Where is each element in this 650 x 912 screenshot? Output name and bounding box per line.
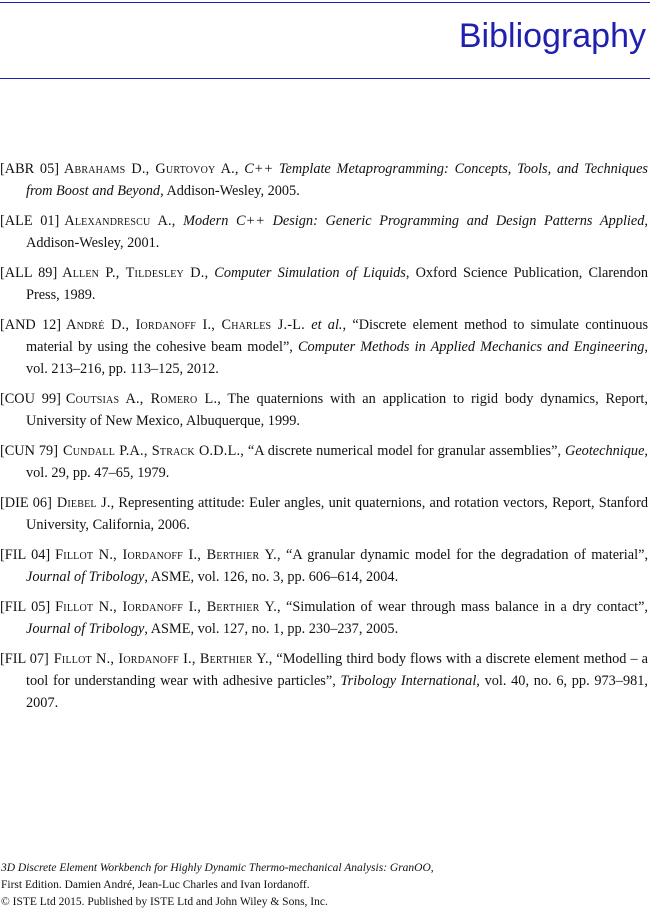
bib-article-title: Representing attitude: Euler angles, unit quaternions, and rotation vectors, Report, Stanford University, California, 2006. xyxy=(26,495,648,533)
bib-entry xyxy=(0,262,648,306)
bib-authors: Alexandrescu A. xyxy=(64,213,172,229)
bib-authors: , xyxy=(276,547,286,563)
bib-publication-details: , vol. 29, pp. 47–65, 1979. xyxy=(26,443,648,481)
bib-authors: Cundall P.A., Strack O.D.L. xyxy=(62,443,241,459)
copyright-footer xyxy=(1,860,434,911)
bib-label: [CUN 79] xyxy=(0,443,58,459)
bib-publication-details: , vol. 40, no. 6, pp. 973–981, 2007. xyxy=(26,673,648,711)
bib-label: [FIL 07] xyxy=(0,651,49,667)
bib-label: [ALL 89] xyxy=(0,265,58,281)
header-bottom-rule xyxy=(0,78,650,79)
bib-article-title: “Simulation of wear through mass balance in a dry contact”, xyxy=(286,599,648,615)
page-title: Bibliography xyxy=(458,17,646,55)
bib-authors: André D., Iordanoff I., Charles J.-L. xyxy=(66,317,305,333)
bib-label: [ABR 05] xyxy=(0,161,59,177)
bib-entry xyxy=(0,648,648,714)
bibliography-list xyxy=(0,158,648,722)
bib-publication-details: , ASME, vol. 127, no. 1, pp. 230–237, 2005. xyxy=(144,621,399,637)
bib-authors: Coutsias A., Romero L. xyxy=(65,391,218,407)
bib-entry xyxy=(0,388,648,432)
bib-label: [DIE 06] xyxy=(0,495,52,511)
bib-authors: Fillot N., Iordanoff I., Berthier Y. xyxy=(55,547,277,563)
bib-entry xyxy=(0,440,648,484)
edition-authors-line: First Edition. Damien André, Jean-Luc Charles and Ivan Iordanoff. xyxy=(1,879,310,891)
bib-label: [COU 99] xyxy=(0,391,61,407)
bib-authors: , xyxy=(268,651,277,667)
bib-source-title: Computer Simulation of Liquids xyxy=(214,265,406,281)
bib-article-title: , “Discrete element method to simulate continuous material by using the cohesive beam model”, xyxy=(26,317,649,355)
bib-authors: , xyxy=(204,265,215,281)
bib-entry xyxy=(0,210,648,254)
bib-article-title: “Modelling third body flows with a discrete element method – a tool for understanding wear with adhesive particles”, xyxy=(26,651,648,689)
book-title-line: 3D Discrete Element Workbench for Highly Dynamic Thermo-mechanical Analysis: GranOO, xyxy=(1,862,434,874)
bib-label: [FIL 04] xyxy=(0,547,51,563)
bib-authors: Fillot N., Iordanoff I., Berthier Y. xyxy=(55,599,277,615)
bib-source-title: C++ Template Metaprogramming: Concepts, Tools, and Techniques from Boost and Beyond xyxy=(26,161,648,199)
bib-source-title: Geotechnique xyxy=(565,443,645,459)
bib-source-title: Modern C++ Design: Generic Programming and Design Patterns Applied xyxy=(183,213,645,229)
bib-authors: , xyxy=(234,161,245,177)
bib-article-title: “A discrete numerical model for granular assemblies”, xyxy=(247,443,566,459)
bib-authors: Diebel J. xyxy=(56,495,111,511)
copyright-line: © ISTE Ltd 2015. Published by ISTE Ltd and John Wiley & Sons, Inc. xyxy=(1,896,328,908)
bib-authors: , xyxy=(217,391,228,407)
bib-publication-details: , Oxford Science Publication, Clarendon Press, 1989. xyxy=(26,265,648,303)
bib-source-title: Tribology International xyxy=(340,673,477,689)
bib-authors: , xyxy=(171,213,184,229)
bib-label: [FIL 05] xyxy=(0,599,51,615)
bib-label: [ALE 01] xyxy=(0,213,60,229)
bib-entry xyxy=(0,314,648,380)
bib-authors: , xyxy=(277,599,286,615)
bib-authors: Fillot N., Iordanoff I., Berthier Y. xyxy=(53,651,269,667)
bib-publication-details: , vol. 213–216, pp. 113–125, 2012. xyxy=(26,339,648,377)
bib-authors: Allen P., Tildesley D. xyxy=(62,265,205,281)
bib-authors: , xyxy=(240,443,248,459)
bib-publication-details: , Addison-Wesley, 2005. xyxy=(160,183,300,199)
bib-entry xyxy=(0,544,648,588)
bib-article-title: The quaternions with an application to rigid body dynamics, Report, University of New Mexico, Albuquerque, 1999. xyxy=(26,391,648,429)
bib-authors: Gurtovoy A. xyxy=(155,161,235,177)
bib-entry xyxy=(0,596,648,640)
bib-publication-details: , ASME, vol. 126, no. 3, pp. 606–614, 2004. xyxy=(144,569,399,585)
bib-authors: , xyxy=(110,495,119,511)
bib-article-title: “A granular dynamic model for the degradation of material”, xyxy=(285,547,649,563)
bib-entry xyxy=(0,158,648,202)
bib-label: [AND 12] xyxy=(0,317,62,333)
bib-source-title: Journal of Tribology xyxy=(26,569,145,585)
header-top-rule xyxy=(0,2,650,3)
bib-publication-details: , Addison-Wesley, 2001. xyxy=(26,213,648,251)
bib-source-title: Journal of Tribology xyxy=(26,621,145,637)
bib-source-title: Computer Methods in Applied Mechanics and Engineering xyxy=(297,339,645,355)
bib-entry xyxy=(0,492,648,536)
bib-etal: et al. xyxy=(311,317,343,333)
bib-authors: Abrahams D., xyxy=(64,161,156,177)
